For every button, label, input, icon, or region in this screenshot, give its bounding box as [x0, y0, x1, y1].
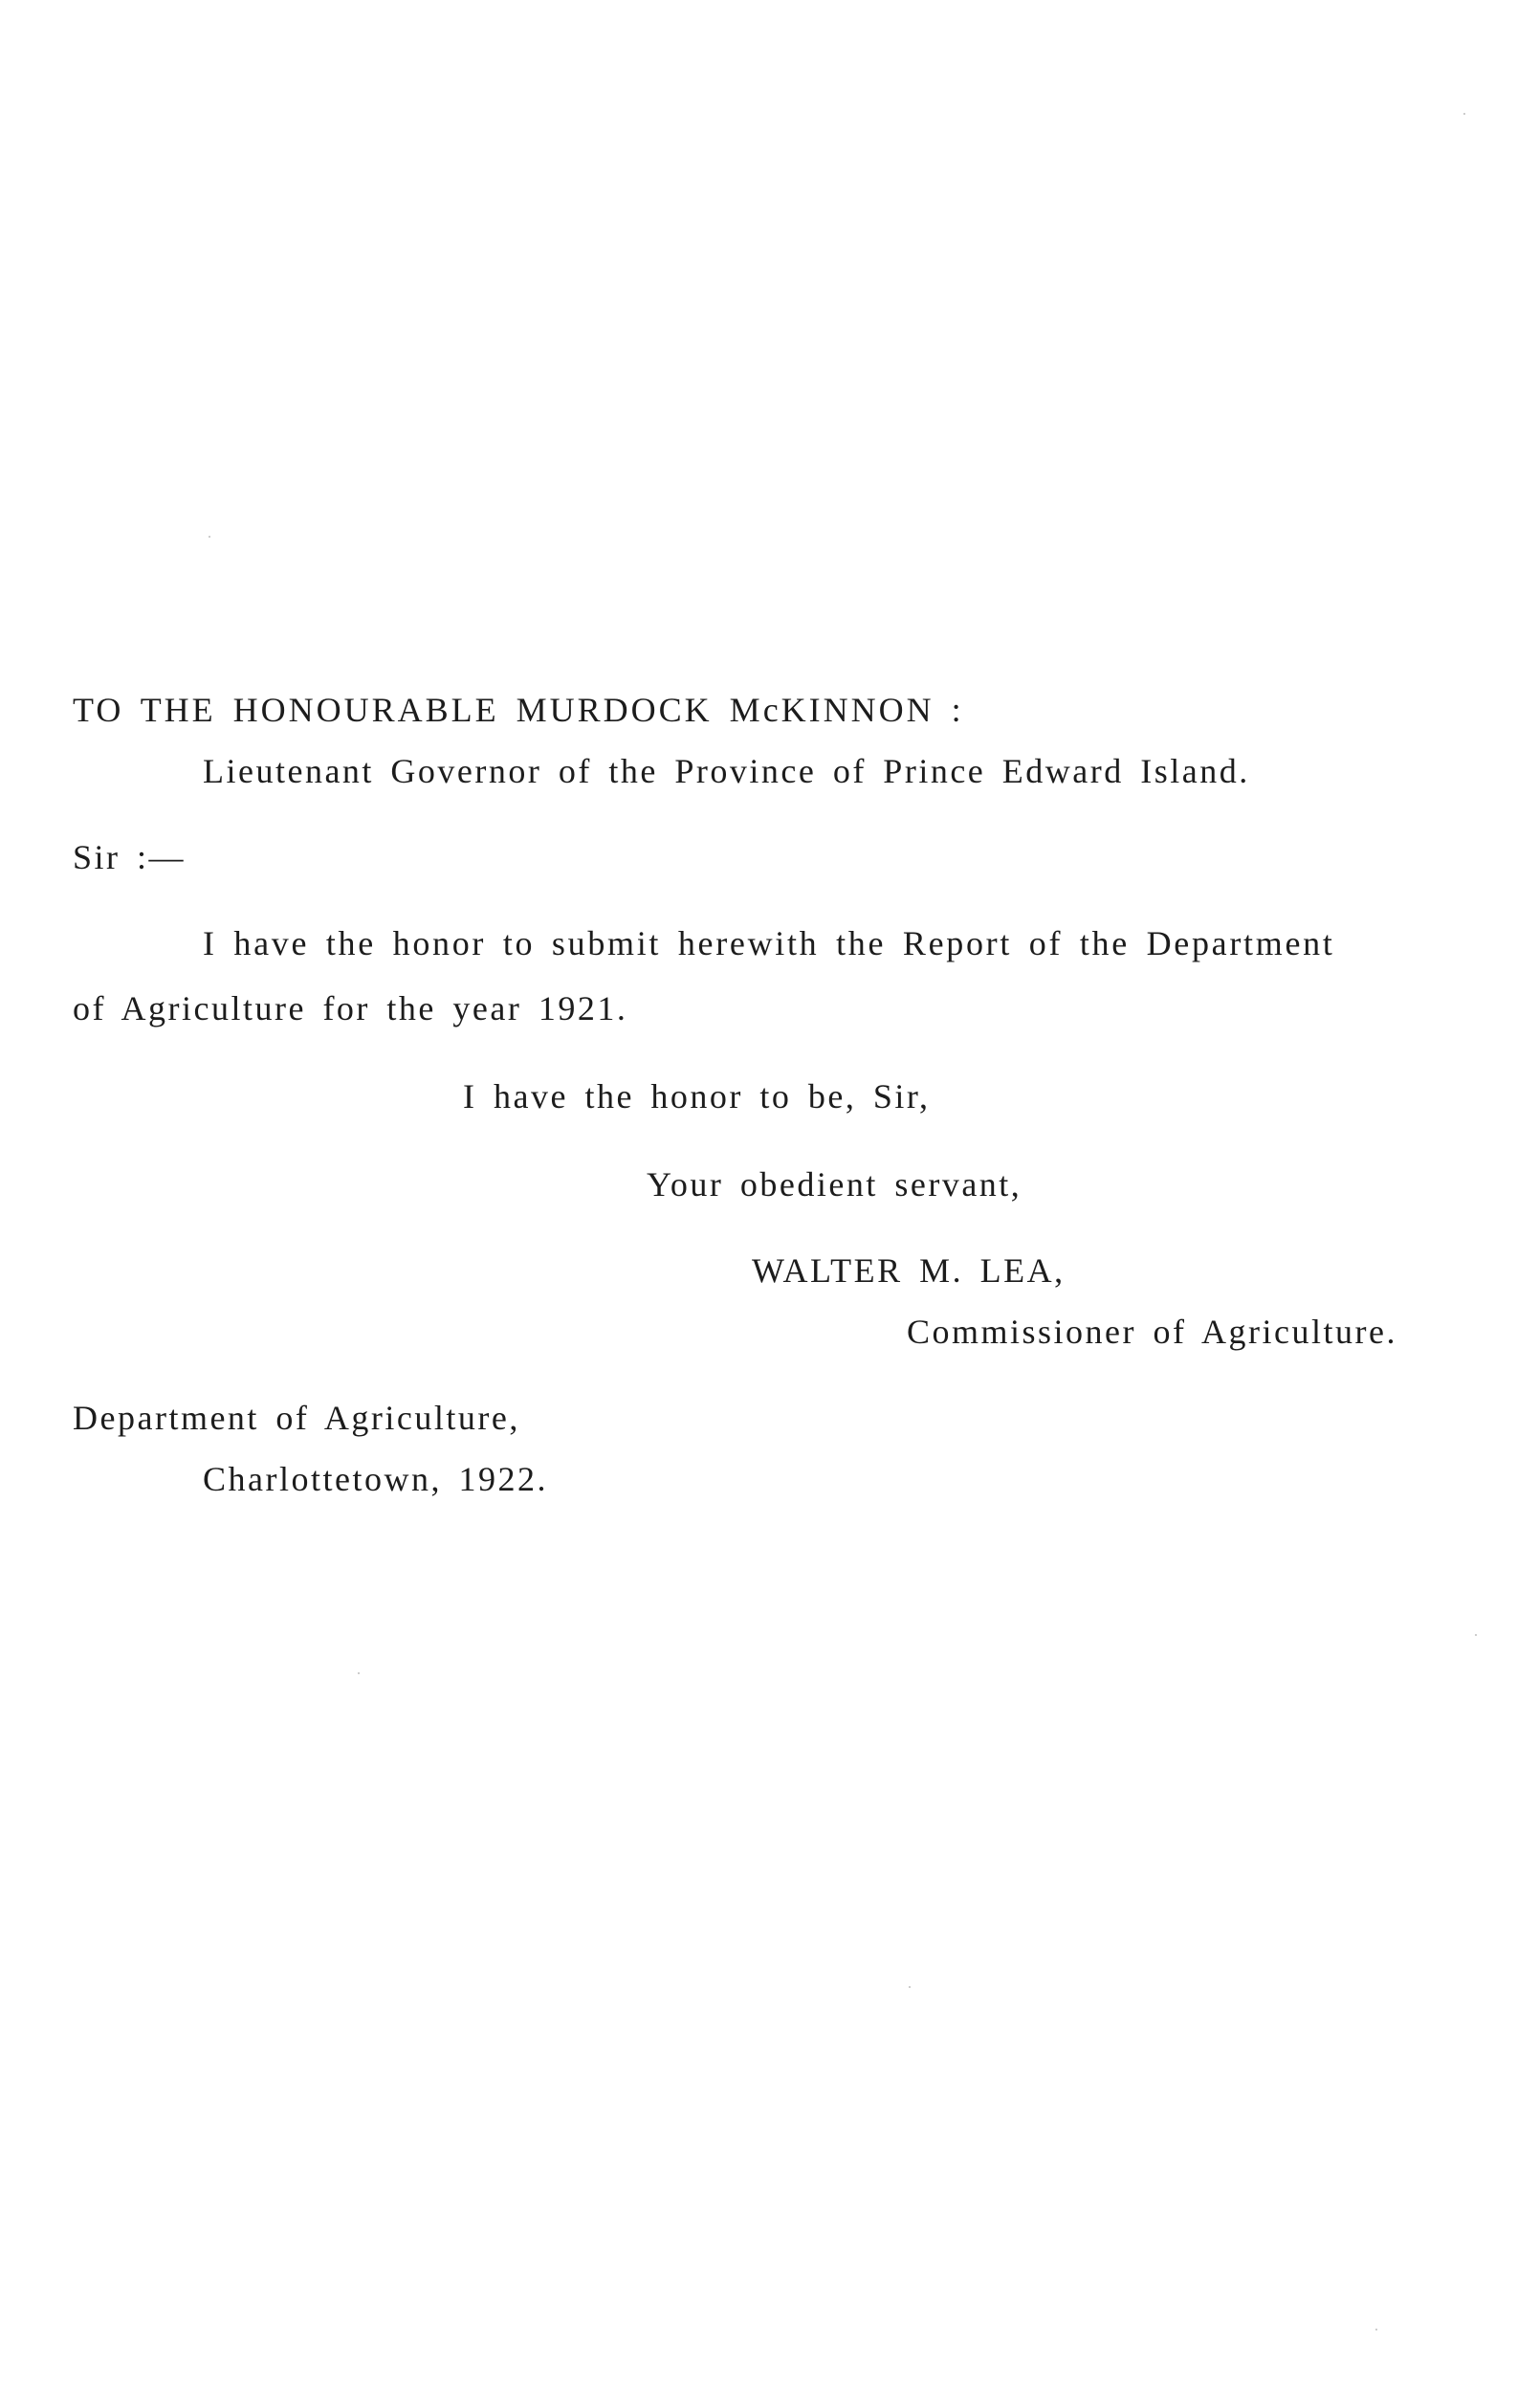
place-line-2: Charlottetown, 1922.	[203, 1460, 548, 1498]
scan-speck	[358, 1672, 360, 1674]
closing: I have the honor to be, Sir,	[463, 1077, 931, 1116]
scan-speck	[1475, 1634, 1477, 1636]
body-line-1: I have the honor to submit herewith the Report of the Department	[203, 924, 1335, 962]
scan-speck	[909, 1986, 911, 1988]
salutation: Sir :—	[73, 838, 187, 876]
scan-speck	[1375, 2329, 1377, 2331]
scan-speck	[209, 536, 210, 538]
signer-title: Commissioner of Agriculture.	[907, 1313, 1397, 1351]
addressee: TO THE HONOURABLE MURDOCK McKINNON :	[73, 691, 964, 729]
body-line-2: of Agriculture for the year 1921.	[73, 989, 628, 1027]
scan-speck	[1463, 113, 1465, 115]
signer-name: WALTER M. LEA,	[752, 1251, 1066, 1290]
place-line-1: Department of Agriculture,	[73, 1399, 520, 1437]
addressee-title: Lieutenant Governor of the Province of Prince Edward Island.	[203, 752, 1250, 790]
valediction: Your obedient servant,	[647, 1165, 1022, 1204]
